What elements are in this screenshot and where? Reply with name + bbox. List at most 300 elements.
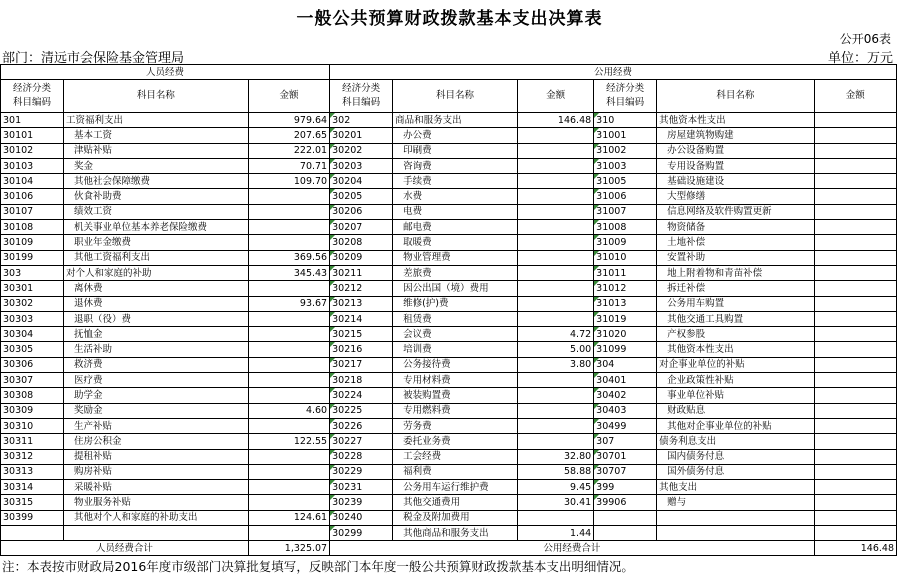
- cell-name: 其他对企事业单位的补贴: [657, 418, 814, 433]
- cell-code: 30227: [330, 434, 393, 449]
- cell-code: [1, 526, 64, 541]
- cell-code: 30303: [1, 311, 64, 326]
- cell-amount: 70.71: [248, 158, 329, 173]
- cell-amount: [248, 449, 329, 464]
- cell-name: 信息网络及软件购置更新: [657, 204, 814, 219]
- cell-amount: [814, 464, 896, 479]
- table-row: [1, 189, 897, 204]
- cell-code: 31008: [594, 220, 657, 235]
- cell-amount: [814, 128, 896, 143]
- cell-name: 商品和服务支出: [393, 113, 518, 128]
- cell-name: 会议费: [393, 327, 518, 342]
- cell-amount: 9.45: [518, 480, 594, 495]
- cell-name: 专用设备购置: [657, 158, 814, 173]
- table-row: [1, 204, 897, 219]
- cell-name: 公务接待费: [393, 357, 518, 372]
- cell-marker-icon: [330, 495, 335, 500]
- cell-name: 退休费: [63, 296, 248, 311]
- cell-name: 咨询费: [393, 158, 518, 173]
- cell-code: 30107: [1, 204, 64, 219]
- table-row: [1, 281, 897, 296]
- cell-amount: 4.72: [518, 327, 594, 342]
- cell-amount: [248, 418, 329, 433]
- cell-name: 住房公积金: [63, 434, 248, 449]
- cell-marker-icon: [330, 128, 335, 133]
- cell-amount: [518, 311, 594, 326]
- cell-amount: [814, 250, 896, 265]
- cell-code: 31005: [594, 174, 657, 189]
- cell-code: 30299: [330, 526, 393, 541]
- cell-marker-icon: [594, 434, 599, 439]
- cell-amount: 109.70: [248, 174, 329, 189]
- cell-amount: [814, 373, 896, 388]
- cell-code: [594, 510, 657, 525]
- cell-name: 其他对个人和家庭的补助支出: [63, 510, 248, 525]
- cell-marker-icon: [594, 465, 599, 470]
- table-row: [1, 265, 897, 280]
- header-name: 科目名称: [63, 80, 248, 113]
- header-name: 科目名称: [393, 80, 518, 113]
- header-code-text: 经济分类 科目编码: [606, 83, 645, 108]
- cell-amount: [814, 113, 896, 128]
- cell-amount: [814, 158, 896, 173]
- cell-name: 其他资本性支出: [657, 342, 814, 357]
- cell-marker-icon: [594, 159, 599, 164]
- cell-code: 399: [594, 480, 657, 495]
- cell-amount: [518, 388, 594, 403]
- cell-name: 伙食补助费: [63, 189, 248, 204]
- cell-amount: [248, 311, 329, 326]
- cell-code: 304: [594, 357, 657, 372]
- cell-amount: [814, 235, 896, 250]
- cell-amount: [248, 373, 329, 388]
- totals-row: [1, 541, 897, 556]
- cell-code: 30402: [594, 388, 657, 403]
- cell-code: 30225: [330, 403, 393, 418]
- cell-amount: [518, 220, 594, 235]
- form-number: 公开06表: [839, 32, 891, 46]
- cell-name: 物业管理费: [393, 250, 518, 265]
- cell-marker-icon: [330, 312, 335, 317]
- cell-amount: [814, 434, 896, 449]
- cell-marker-icon: [594, 205, 599, 210]
- page-title: 一般公共预算财政拨款基本支出决算表: [296, 9, 603, 29]
- cell-name: 债务利息支出: [657, 434, 814, 449]
- cell-name: 职业年金缴费: [63, 235, 248, 250]
- cell-code: 30399: [1, 510, 64, 525]
- cell-amount: [814, 526, 896, 541]
- cell-name: 退职（役）费: [63, 311, 248, 326]
- table-row: [1, 250, 897, 265]
- table-row: [1, 342, 897, 357]
- cell-code: 30203: [330, 158, 393, 173]
- cell-name: [657, 526, 814, 541]
- cell-name: 物资储备: [657, 220, 814, 235]
- cell-marker-icon: [330, 511, 335, 516]
- cell-amount: [248, 388, 329, 403]
- table-row: [1, 495, 897, 510]
- cell-amount: [518, 265, 594, 280]
- cell-marker-icon: [594, 450, 599, 455]
- cell-marker-icon: [594, 312, 599, 317]
- cell-name: 财政贴息: [657, 403, 814, 418]
- cell-code: 30301: [1, 281, 64, 296]
- cell-code: 30103: [1, 158, 64, 173]
- cell-marker-icon: [594, 266, 599, 271]
- cell-amount: [814, 189, 896, 204]
- cell-code: 30213: [330, 296, 393, 311]
- cell-name: 委托业务费: [393, 434, 518, 449]
- cell-amount: [248, 464, 329, 479]
- cell-code: 30231: [330, 480, 393, 495]
- cell-marker-icon: [594, 144, 599, 149]
- department-label: 部门：清远市会保险基金管理局: [2, 51, 185, 66]
- cell-code: 30226: [330, 418, 393, 433]
- cell-amount: [248, 204, 329, 219]
- cell-code: 30403: [594, 403, 657, 418]
- cell-amount: 979.64: [248, 113, 329, 128]
- header-code: [330, 80, 393, 113]
- cell-code: [594, 526, 657, 541]
- cell-amount: [814, 357, 896, 372]
- cell-name: 地上附着物和青苗补偿: [657, 265, 814, 280]
- cell-code: 30499: [594, 418, 657, 433]
- cell-marker-icon: [594, 419, 599, 424]
- cell-code: 30217: [330, 357, 393, 372]
- table-row: [1, 296, 897, 311]
- cell-code: 30401: [594, 373, 657, 388]
- cell-code: 30102: [1, 143, 64, 158]
- cell-amount: 124.61: [248, 510, 329, 525]
- cell-marker-icon: [594, 297, 599, 302]
- table-row: [1, 174, 897, 189]
- public-total-value: 146.48: [814, 541, 896, 556]
- cell-name: 电费: [393, 204, 518, 219]
- cell-marker-icon: [594, 358, 599, 363]
- cell-name: 购房补贴: [63, 464, 248, 479]
- cell-marker-icon: [594, 174, 599, 179]
- cell-name: 工会经费: [393, 449, 518, 464]
- cell-marker-icon: [330, 373, 335, 378]
- cell-marker-icon: [330, 266, 335, 271]
- column-header-row: [1, 80, 897, 113]
- cell-code: 30108: [1, 220, 64, 235]
- cell-code: 30228: [330, 449, 393, 464]
- cell-name: 抚恤金: [63, 327, 248, 342]
- cell-marker-icon: [330, 419, 335, 424]
- cell-amount: 122.55: [248, 434, 329, 449]
- cell-name: 基础设施建设: [657, 174, 814, 189]
- cell-name: 奖金: [63, 158, 248, 173]
- cell-name: 绩效工资: [63, 204, 248, 219]
- cell-marker-icon: [330, 113, 335, 118]
- cell-name: 大型修缮: [657, 189, 814, 204]
- cell-code: 31002: [594, 143, 657, 158]
- table-row: [1, 311, 897, 326]
- cell-name: 办公费: [393, 128, 518, 143]
- cell-name: 专用燃料费: [393, 403, 518, 418]
- cell-marker-icon: [330, 235, 335, 240]
- cell-amount: [814, 265, 896, 280]
- cell-amount: 146.48: [518, 113, 594, 128]
- section-public: 公用经费: [330, 65, 897, 80]
- cell-code: 31007: [594, 204, 657, 219]
- cell-amount: [814, 449, 896, 464]
- cell-amount: [814, 174, 896, 189]
- cell-code: 30315: [1, 495, 64, 510]
- cell-marker-icon: [330, 251, 335, 256]
- cell-code: 30209: [330, 250, 393, 265]
- cell-name: 印刷费: [393, 143, 518, 158]
- cell-code: 31001: [594, 128, 657, 143]
- cell-code: 30240: [330, 510, 393, 525]
- cell-code: 30104: [1, 174, 64, 189]
- cell-name: 取暖费: [393, 235, 518, 250]
- cell-code: 30314: [1, 480, 64, 495]
- cell-amount: 369.56: [248, 250, 329, 265]
- cell-name: 基本工资: [63, 128, 248, 143]
- footnote: 注：本表按市财政局2016年度市级部门决算批复填写，反映部门本年度一般公共预算财政拨款基本支出明细情况。: [2, 559, 634, 574]
- cell-code: 30109: [1, 235, 64, 250]
- cell-name: 事业单位补贴: [657, 388, 814, 403]
- cell-name: 其他社会保障缴费: [63, 174, 248, 189]
- cell-code: 30212: [330, 281, 393, 296]
- cell-amount: [518, 235, 594, 250]
- cell-code: 307: [594, 434, 657, 449]
- cell-marker-icon: [330, 342, 335, 347]
- cell-code: 301: [1, 113, 64, 128]
- cell-name: 因公出国（境）费用: [393, 281, 518, 296]
- cell-amount: [248, 526, 329, 541]
- table-row: [1, 143, 897, 158]
- cell-marker-icon: [594, 113, 599, 118]
- cell-amount: [248, 220, 329, 235]
- cell-name: 对企事业单位的补贴: [657, 357, 814, 372]
- cell-name: 维修(护)费: [393, 296, 518, 311]
- header-amount: 金额: [518, 80, 594, 113]
- cell-code: 31006: [594, 189, 657, 204]
- cell-marker-icon: [594, 342, 599, 347]
- cell-code: 30106: [1, 189, 64, 204]
- cell-amount: 5.00: [518, 342, 594, 357]
- cell-amount: [248, 281, 329, 296]
- cell-amount: 4.60: [248, 403, 329, 418]
- cell-amount: [518, 296, 594, 311]
- cell-amount: [814, 480, 896, 495]
- cell-code: 310: [594, 113, 657, 128]
- table-row: [1, 220, 897, 235]
- cell-marker-icon: [330, 327, 335, 332]
- cell-name: 国外债务付息: [657, 464, 814, 479]
- cell-amount: [814, 495, 896, 510]
- cell-amount: [814, 296, 896, 311]
- cell-code: 30211: [330, 265, 393, 280]
- table-row: [1, 235, 897, 250]
- cell-name: 差旅费: [393, 265, 518, 280]
- cell-name: 产权参股: [657, 327, 814, 342]
- cell-code: 30206: [330, 204, 393, 219]
- cell-amount: [814, 388, 896, 403]
- cell-name: 手续费: [393, 174, 518, 189]
- cell-code: 30305: [1, 342, 64, 357]
- cell-name: 土地补偿: [657, 235, 814, 250]
- header-name: 科目名称: [657, 80, 814, 113]
- header-code-text: 经济分类 科目编码: [342, 83, 381, 108]
- cell-marker-icon: [594, 388, 599, 393]
- cell-amount: [518, 204, 594, 219]
- cell-amount: [518, 250, 594, 265]
- cell-name: 公务用车购置: [657, 296, 814, 311]
- cell-code: 30201: [330, 128, 393, 143]
- table-row: [1, 526, 897, 541]
- cell-code: 30306: [1, 357, 64, 372]
- cell-amount: 207.65: [248, 128, 329, 143]
- cell-marker-icon: [594, 495, 599, 500]
- cell-code: 30199: [1, 250, 64, 265]
- cell-name: 机关事业单位基本养老保险缴费: [63, 220, 248, 235]
- table-row: [1, 158, 897, 173]
- cell-marker-icon: [594, 235, 599, 240]
- cell-marker-icon: [594, 220, 599, 225]
- table-row: [1, 327, 897, 342]
- cell-code: 30308: [1, 388, 64, 403]
- cell-marker-icon: [330, 450, 335, 455]
- cell-code: 30701: [594, 449, 657, 464]
- cell-amount: [248, 480, 329, 495]
- cell-name: 工资福利支出: [63, 113, 248, 128]
- cell-name: 办公设备购置: [657, 143, 814, 158]
- cell-name: 其他资本性支出: [657, 113, 814, 128]
- cell-marker-icon: [330, 358, 335, 363]
- cell-name: 国内债务付息: [657, 449, 814, 464]
- table-row: [1, 418, 897, 433]
- cell-code: 30707: [594, 464, 657, 479]
- cell-amount: [518, 158, 594, 173]
- cell-code: 30310: [1, 418, 64, 433]
- cell-name: 采暖补贴: [63, 480, 248, 495]
- cell-name: 拆迁补偿: [657, 281, 814, 296]
- cell-code: 30218: [330, 373, 393, 388]
- table-row: [1, 373, 897, 388]
- cell-marker-icon: [330, 465, 335, 470]
- cell-amount: [518, 174, 594, 189]
- cell-code: 30216: [330, 342, 393, 357]
- cell-name: 劳务费: [393, 418, 518, 433]
- cell-amount: [518, 418, 594, 433]
- cell-code: 31003: [594, 158, 657, 173]
- cell-code: 30214: [330, 311, 393, 326]
- cell-amount: [814, 418, 896, 433]
- cell-code: 30215: [330, 327, 393, 342]
- cell-name: 其他工资福利支出: [63, 250, 248, 265]
- cell-amount: [248, 357, 329, 372]
- cell-amount: [814, 311, 896, 326]
- cell-code: 30239: [330, 495, 393, 510]
- cell-name: 生产补贴: [63, 418, 248, 433]
- cell-name: 奖励金: [63, 403, 248, 418]
- section-personnel: 人员经费: [1, 65, 330, 80]
- cell-marker-icon: [330, 174, 335, 179]
- unit-label: 单位：万元: [827, 51, 893, 66]
- cell-name: [657, 510, 814, 525]
- cell-name: 邮电费: [393, 220, 518, 235]
- cell-code: 31013: [594, 296, 657, 311]
- cell-code: 31020: [594, 327, 657, 342]
- cell-code: 31019: [594, 311, 657, 326]
- cell-marker-icon: [594, 327, 599, 332]
- table-row: [1, 434, 897, 449]
- table-row: [1, 510, 897, 525]
- cell-name: 其他支出: [657, 480, 814, 495]
- cell-code: 302: [330, 113, 393, 128]
- cell-code: 31009: [594, 235, 657, 250]
- cell-code: 31099: [594, 342, 657, 357]
- cell-name: 津贴补贴: [63, 143, 248, 158]
- cell-name: 生活补助: [63, 342, 248, 357]
- cell-marker-icon: [330, 144, 335, 149]
- cell-code: 30313: [1, 464, 64, 479]
- cell-marker-icon: [330, 159, 335, 164]
- cell-marker-icon: [594, 480, 599, 485]
- cell-amount: [248, 327, 329, 342]
- cell-name: 安置补助: [657, 250, 814, 265]
- cell-amount: [248, 189, 329, 204]
- cell-amount: [814, 510, 896, 525]
- cell-amount: 32.80: [518, 449, 594, 464]
- cell-marker-icon: [330, 434, 335, 439]
- cell-name: 公务用车运行维护费: [393, 480, 518, 495]
- cell-amount: [248, 235, 329, 250]
- cell-code: 303: [1, 265, 64, 280]
- header-code: [1, 80, 64, 113]
- cell-code: 30205: [330, 189, 393, 204]
- cell-amount: 30.41: [518, 495, 594, 510]
- cell-amount: 93.67: [248, 296, 329, 311]
- cell-name: 房屋建筑物购建: [657, 128, 814, 143]
- cell-name: 企业政策性补贴: [657, 373, 814, 388]
- cell-name: [63, 526, 248, 541]
- cell-amount: [814, 327, 896, 342]
- cell-marker-icon: [330, 220, 335, 225]
- cell-marker-icon: [330, 281, 335, 286]
- cell-code: 39906: [594, 495, 657, 510]
- cell-amount: [814, 220, 896, 235]
- cell-marker-icon: [594, 189, 599, 194]
- cell-amount: [814, 143, 896, 158]
- cell-marker-icon: [330, 205, 335, 210]
- cell-amount: [248, 342, 329, 357]
- cell-name: 助学金: [63, 388, 248, 403]
- cell-amount: [518, 510, 594, 525]
- cell-code: 30224: [330, 388, 393, 403]
- header-code: [594, 80, 657, 113]
- cell-amount: [518, 434, 594, 449]
- personnel-total-value: 1,325.07: [248, 541, 329, 556]
- table-row: [1, 403, 897, 418]
- cell-code: 31012: [594, 281, 657, 296]
- cell-marker-icon: [330, 297, 335, 302]
- table-row: [1, 128, 897, 143]
- public-total-label: 公用经费合计: [330, 541, 814, 556]
- table-row: [1, 113, 897, 128]
- cell-name: 赠与: [657, 495, 814, 510]
- cell-amount: 58.88: [518, 464, 594, 479]
- table-row: [1, 449, 897, 464]
- cell-amount: 3.80: [518, 357, 594, 372]
- cell-amount: [518, 128, 594, 143]
- cell-name: 专用材料费: [393, 373, 518, 388]
- table-row: [1, 357, 897, 372]
